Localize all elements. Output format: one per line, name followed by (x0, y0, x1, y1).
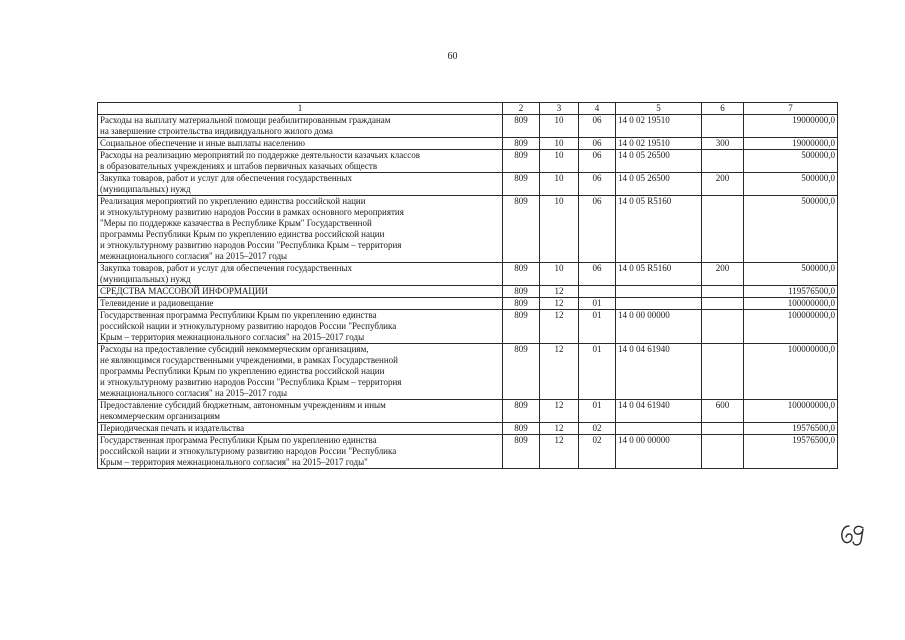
section-cell: 10 (540, 138, 579, 150)
admin-code-cell: 809 (503, 435, 540, 469)
description-cell: Расходы на предоставление субсидий некоммерческим организациям, не являющимся государственными учреждениями, в рамках Государственной программы Республики Крым по укреплению единства российской нации и этнокультурному развитию народов России "Республика Крым – территория межнационального согласия" на 2015–2017 годы (98, 344, 503, 400)
amount-cell: 19000000,0 (744, 138, 838, 150)
target-item-cell: 14 0 04 61940 (616, 400, 702, 423)
admin-code-cell: 809 (503, 263, 540, 286)
expense-type-cell (702, 435, 744, 469)
header-row (98, 103, 838, 115)
description-cell: Периодическая печать и издательства (98, 423, 503, 435)
amount-cell: 500000,0 (744, 196, 838, 263)
admin-code-cell: 809 (503, 138, 540, 150)
expense-type-cell (702, 150, 744, 173)
expense-type-cell (702, 310, 744, 344)
admin-code-cell: 809 (503, 115, 540, 138)
table-row (98, 423, 838, 435)
expense-type-cell: 200 (702, 173, 744, 196)
description-cell: Социальное обеспечение и иные выплаты населению (98, 138, 503, 150)
amount-cell: 119576500,0 (744, 286, 838, 298)
description-cell: Телевидение и радиовещание (98, 298, 503, 310)
expense-type-cell (702, 344, 744, 400)
subsection-cell: 01 (579, 310, 616, 344)
section-cell: 12 (540, 310, 579, 344)
expense-type-cell: 600 (702, 400, 744, 423)
amount-cell: 19576500,0 (744, 423, 838, 435)
admin-code-cell: 809 (503, 286, 540, 298)
target-item-cell: 14 0 05 26500 (616, 150, 702, 173)
header-cell: 4 (579, 103, 616, 115)
page-number: 60 (447, 51, 458, 62)
section-cell: 10 (540, 173, 579, 196)
table-row (98, 435, 838, 469)
admin-code-cell: 809 (503, 298, 540, 310)
section-cell: 12 (540, 344, 579, 400)
section-cell: 12 (540, 286, 579, 298)
description-cell: СРЕДСТВА МАССОВОЙ ИНФОРМАЦИИ (98, 286, 503, 298)
section-cell: 10 (540, 196, 579, 263)
table-row (98, 286, 838, 298)
amount-cell: 19000000,0 (744, 115, 838, 138)
description-cell: Расходы на выплату материальной помощи реабилитированным гражданам на завершение строительства индивидуального жилого дома (98, 115, 503, 138)
amount-cell: 500000,0 (744, 150, 838, 173)
target-item-cell (616, 298, 702, 310)
budget-table (97, 102, 838, 469)
table-row (98, 310, 838, 344)
amount-cell: 100000000,0 (744, 298, 838, 310)
table-row (98, 138, 838, 150)
expense-type-cell (702, 298, 744, 310)
admin-code-cell: 809 (503, 150, 540, 173)
target-item-cell: 14 0 00 00000 (616, 435, 702, 469)
admin-code-cell: 809 (503, 196, 540, 263)
target-item-cell: 14 0 02 19510 (616, 115, 702, 138)
subsection-cell: 06 (579, 263, 616, 286)
expense-type-cell (702, 115, 744, 138)
subsection-cell: 06 (579, 138, 616, 150)
section-cell: 10 (540, 263, 579, 286)
description-cell: Закупка товаров, работ и услуг для обеспечения государственных (муниципальных) нужд (98, 173, 503, 196)
target-item-cell (616, 423, 702, 435)
target-item-cell: 14 0 05 26500 (616, 173, 702, 196)
expense-type-cell (702, 196, 744, 263)
expense-type-cell: 200 (702, 263, 744, 286)
subsection-cell: 02 (579, 423, 616, 435)
section-cell: 12 (540, 298, 579, 310)
amount-cell: 100000000,0 (744, 344, 838, 400)
header-cell: 3 (540, 103, 579, 115)
section-cell: 12 (540, 423, 579, 435)
description-cell: Государственная программа Республики Крым по укреплению единства российской нации и этнокультурному развитию народов России "Республика Крым – территория межнационального согласия" на 2015–2017 годы (98, 310, 503, 344)
table-row (98, 298, 838, 310)
subsection-cell: 06 (579, 196, 616, 263)
table-row (98, 344, 838, 400)
description-cell: Расходы на реализацию мероприятий по поддержке деятельности казачьих классов в образовательных учреждениях и штабов первичных казачьих обществ (98, 150, 503, 173)
header-cell: 6 (702, 103, 744, 115)
amount-cell: 500000,0 (744, 263, 838, 286)
table-row (98, 115, 838, 138)
table-row (98, 196, 838, 263)
section-cell: 10 (540, 115, 579, 138)
subsection-cell: 01 (579, 298, 616, 310)
amount-cell: 100000000,0 (744, 400, 838, 423)
expense-type-cell (702, 286, 744, 298)
target-item-cell (616, 286, 702, 298)
header-cell: 2 (503, 103, 540, 115)
table-row (98, 150, 838, 173)
header-cell: 1 (98, 103, 503, 115)
admin-code-cell: 809 (503, 423, 540, 435)
subsection-cell: 01 (579, 344, 616, 400)
section-cell: 10 (540, 150, 579, 173)
subsection-cell: 06 (579, 173, 616, 196)
amount-cell: 19576500,0 (744, 435, 838, 469)
section-cell: 12 (540, 400, 579, 423)
subsection-cell: 02 (579, 435, 616, 469)
target-item-cell: 14 0 00 00000 (616, 310, 702, 344)
table-row (98, 263, 838, 286)
admin-code-cell: 809 (503, 344, 540, 400)
expense-type-cell: 300 (702, 138, 744, 150)
subsection-cell: 06 (579, 150, 616, 173)
table-row (98, 173, 838, 196)
header-cell: 5 (616, 103, 702, 115)
description-cell: Реализация мероприятий по укреплению единства российской нации и этнокультурному развитию народов России в рамках основного мероприятия "Меры по поддержке казачества в Республике Крым" Государственной программы Республики Крым по укреплению единства российской нации и этнокультурному развитию народов России "Республика Крым – территория межнационального согласия" на 2015–2017 годы (98, 196, 503, 263)
target-item-cell: 14 0 05 R5160 (616, 196, 702, 263)
subsection-cell: 01 (579, 400, 616, 423)
description-cell: Закупка товаров, работ и услуг для обеспечения государственных (муниципальных) нужд (98, 263, 503, 286)
target-item-cell: 14 0 04 61940 (616, 344, 702, 400)
handwritten-signature (838, 520, 868, 548)
table-row (98, 400, 838, 423)
admin-code-cell: 809 (503, 173, 540, 196)
amount-cell: 100000000,0 (744, 310, 838, 344)
section-cell: 12 (540, 435, 579, 469)
admin-code-cell: 809 (503, 400, 540, 423)
target-item-cell: 14 0 05 R5160 (616, 263, 702, 286)
description-cell: Предоставление субсидий бюджетным, автономным учреждениям и иным некоммерческим организациям (98, 400, 503, 423)
subsection-cell (579, 286, 616, 298)
amount-cell: 500000,0 (744, 173, 838, 196)
description-cell: Государственная программа Республики Крым по укреплению единства российской нации и этнокультурному развитию народов России "Республика Крым – территория межнационального согласия" на 2015–2017 годы" (98, 435, 503, 469)
target-item-cell: 14 0 02 19510 (616, 138, 702, 150)
admin-code-cell: 809 (503, 310, 540, 344)
subsection-cell: 06 (579, 115, 616, 138)
expense-type-cell (702, 423, 744, 435)
header-cell: 7 (744, 103, 838, 115)
